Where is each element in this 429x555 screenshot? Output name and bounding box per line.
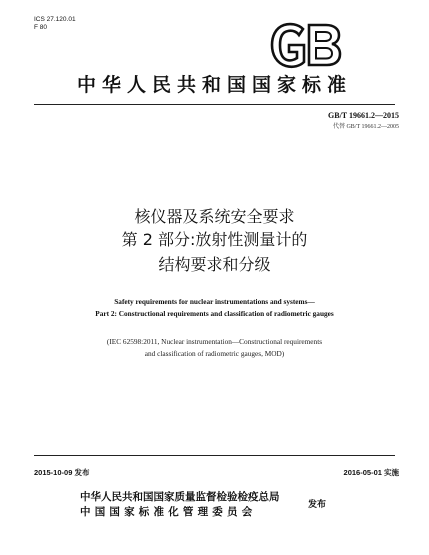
- ccs-classification: F 80: [34, 24, 48, 31]
- issuer-sac: 中国国家标准化管理委员会: [80, 506, 257, 518]
- english-title-line-1: Safety requirements for nuclear instrumentations and systems—: [114, 297, 315, 306]
- issue-date: 2015-10-09 发布: [34, 468, 90, 477]
- iec-reference-line-1: (IEC 62598:2011, Nuclear instrumentation—Constructional requirements: [106, 337, 323, 346]
- ics-code: [34, 16, 76, 32]
- footer-divider: [34, 455, 395, 456]
- gb-logo-graphic: [270, 21, 342, 69]
- issuer-aqsiq: 中华人民共和国国家质量监督检验检疫总局: [80, 491, 280, 503]
- gb-logo-icon: [270, 21, 342, 69]
- chinese-title-line-1: 核仪器及系统安全要求: [134, 207, 295, 226]
- national-standard-title: 中华人民共和国国家标准: [76, 74, 352, 96]
- publish-label: 发布: [308, 500, 327, 510]
- ics-classification: ICS 27.120.01: [34, 16, 76, 23]
- implementation-date: 2016-05-01 实施: [343, 468, 399, 477]
- standard-number: GB/T 19661.2—2015: [328, 111, 399, 120]
- english-title-line-2: Part 2: Constructional requirements and classification of radiometric gauges: [95, 309, 334, 318]
- iec-reference-line-2: and classification of radiometric gauges, MOD): [144, 349, 285, 358]
- chinese-title-line-2: 第 2 部分:放射性测量计的: [121, 230, 308, 249]
- header-divider: [34, 104, 395, 105]
- chinese-title-line-3: 结构要求和分级: [158, 255, 271, 274]
- replaces-standard: 代替 GB/T 19661.2—2005: [332, 124, 399, 130]
